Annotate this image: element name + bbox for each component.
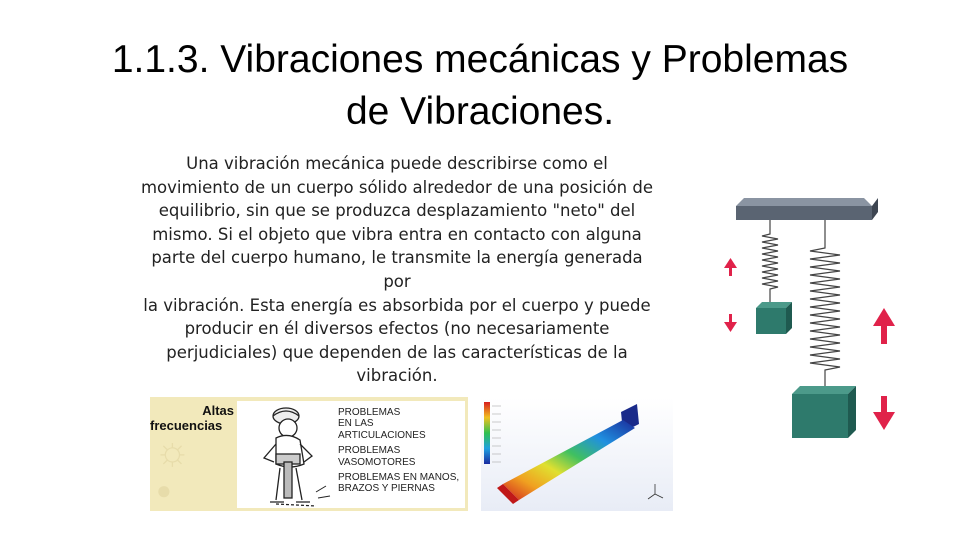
body-line: perjudiciales) que dependen de las características de la — [166, 342, 628, 362]
title-line-1: 1.1.3. Vibraciones mecánicas y Problemas — [111, 38, 849, 81]
beam-body — [503, 420, 635, 500]
body-line: Una vibración mecánica puede describirse como el — [186, 154, 608, 173]
body-paragraph — [138, 152, 656, 388]
title-line-2: de Vibraciones. — [345, 90, 615, 133]
body-line: equilibrio, sin que se produzca desplazamiento "neto" del — [158, 201, 636, 221]
axis-triad-icon — [648, 484, 663, 499]
large-spring — [810, 220, 840, 388]
arrow-down-small-icon — [724, 314, 737, 332]
image-heading — [150, 403, 234, 433]
small-mass — [756, 302, 792, 334]
small-spring — [762, 220, 778, 306]
arrow-down-large-icon — [873, 396, 895, 430]
effects-list — [338, 407, 459, 499]
heading-line: Altas — [202, 403, 234, 418]
body-line: vibración. — [356, 366, 438, 386]
watermark: ☼ — [154, 429, 191, 473]
large-mass — [792, 386, 856, 438]
effect-limbs: PROBLEMAS EN MANOS, BRAZOS Y PIERNAS — [338, 472, 460, 495]
fea-simulation-image — [481, 398, 673, 511]
worker-jackhammer-illustration — [246, 402, 336, 508]
color-scale-bar — [484, 402, 490, 464]
ceiling-support — [736, 198, 878, 220]
slide-title — [40, 34, 920, 138]
effect-vasomotor: PROBLEMAS VASOMOTORES — [338, 445, 416, 468]
heading-line: frecuencias — [150, 418, 223, 433]
body-line: mismo. Si el objeto que vibra entra en contacto con alguna — [152, 224, 642, 244]
arrow-up-small-icon — [724, 258, 737, 276]
body-line: producir en él diversos efectos (no necesariamente — [184, 319, 610, 339]
effect-joints: PROBLEMAS EN LAS ARTICULACIONES — [338, 407, 426, 441]
watermark: ● — [156, 475, 172, 505]
fea-beam-render — [481, 398, 673, 511]
arrow-up-large-icon — [873, 308, 895, 344]
body-line: parte del cuerpo humano, le transmite la energía generada por — [151, 248, 643, 291]
health-effects-image — [150, 397, 468, 511]
body-line: la vibración. Esta energía es absorbida por el cuerpo y puede — [143, 295, 651, 315]
spring-mass-illustration — [712, 198, 920, 438]
body-line: movimiento de un cuerpo sólido alrededor de una posición de — [140, 177, 654, 197]
